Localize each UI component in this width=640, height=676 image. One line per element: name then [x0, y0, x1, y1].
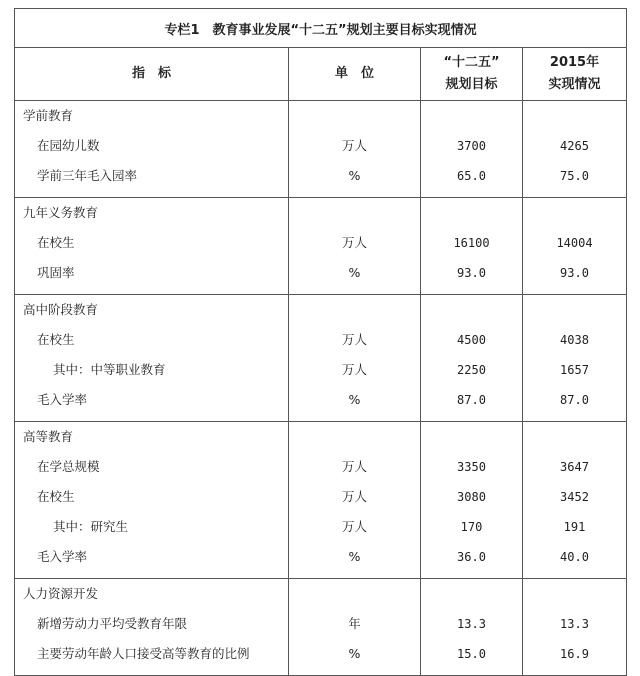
- unit-cell: [289, 198, 421, 295]
- table-caption: 专栏1 教育事业发展“十二五”规划主要目标实现情况: [15, 9, 627, 48]
- plan-cell: [421, 198, 523, 295]
- indicator-cell: [15, 198, 289, 295]
- header-indicator: 指 标: [15, 48, 289, 101]
- indicator-name: 在园幼儿数: [37, 138, 100, 153]
- indicator-cell: [15, 295, 289, 422]
- spacer: [421, 422, 522, 452]
- actual-cell: [523, 198, 627, 295]
- actual-value: 14004: [556, 236, 593, 250]
- unit-value: %: [348, 168, 361, 183]
- indicator-name: 主要劳动年龄人口接受高等教育的比例: [37, 646, 250, 661]
- actual-cell: [523, 295, 627, 422]
- unit-value: 万人: [341, 459, 367, 474]
- spacer: [421, 198, 522, 228]
- header-actual-line1: 2015年: [549, 55, 600, 70]
- spacer: [289, 101, 420, 131]
- header-actual-line2: 实现情况: [548, 77, 601, 92]
- indicator-name: 在学总规模: [37, 459, 100, 474]
- group-row: [15, 101, 627, 198]
- spacer: [289, 295, 420, 325]
- group-title: 人力资源开发: [23, 586, 99, 601]
- spacer: [523, 295, 626, 325]
- spacer: [523, 579, 626, 609]
- unit-cell: [289, 295, 421, 422]
- spacer: [421, 579, 522, 609]
- plan-value: 15.0: [457, 647, 486, 661]
- indicator-name: 在校生: [37, 332, 75, 347]
- header-plan-line1: “十二五”: [443, 55, 500, 70]
- plan-value: 170: [460, 520, 483, 534]
- plan-value: 3350: [457, 460, 486, 474]
- spacer: [523, 198, 626, 228]
- plan-value: 93.0: [457, 266, 486, 280]
- group-row: [15, 579, 627, 676]
- unit-value: 万人: [341, 489, 367, 504]
- indicator-name: 其中：中等职业教育: [53, 362, 166, 377]
- indicator-cell: [15, 422, 289, 579]
- indicator-name: 新增劳动力平均受教育年限: [37, 616, 188, 631]
- unit-cell: [289, 579, 421, 676]
- group-title: 高等教育: [23, 429, 74, 444]
- spacer: [523, 422, 626, 452]
- unit-cell: [289, 422, 421, 579]
- education-targets-table: [14, 8, 627, 676]
- plan-value: 13.3: [457, 617, 486, 631]
- unit-value: 年: [348, 616, 361, 631]
- indicator-cell: [15, 101, 289, 198]
- actual-value: 3647: [560, 460, 589, 474]
- unit-cell: [289, 101, 421, 198]
- spacer: [289, 422, 420, 452]
- plan-value: 36.0: [457, 550, 486, 564]
- plan-cell: [421, 295, 523, 422]
- plan-value: 87.0: [457, 393, 486, 407]
- actual-value: 191: [563, 520, 586, 534]
- plan-value: 3700: [457, 139, 486, 153]
- spacer: [421, 295, 522, 325]
- actual-cell: [523, 101, 627, 198]
- header-unit: 单 位: [289, 48, 421, 101]
- group-title: 高中阶段教育: [23, 302, 99, 317]
- plan-cell: [421, 101, 523, 198]
- indicator-cell: [15, 579, 289, 676]
- spacer: [289, 579, 420, 609]
- actual-value: 1657: [560, 363, 589, 377]
- indicator-name: 巩固率: [37, 265, 75, 280]
- group-row: [15, 198, 627, 295]
- plan-cell: [421, 579, 523, 676]
- group-row: [15, 295, 627, 422]
- actual-value: 93.0: [560, 266, 589, 280]
- spacer: [289, 198, 420, 228]
- group-title: 九年义务教育: [23, 205, 99, 220]
- indicator-name: 其中：研究生: [53, 519, 129, 534]
- actual-value: 40.0: [560, 550, 589, 564]
- unit-value: %: [348, 265, 361, 280]
- unit-value: %: [348, 392, 361, 407]
- unit-value: 万人: [341, 138, 367, 153]
- spacer: [421, 101, 522, 131]
- indicator-name: 在校生: [37, 235, 75, 250]
- actual-value: 16.9: [560, 647, 589, 661]
- header-plan-line2: 规划目标: [445, 77, 498, 92]
- indicator-name: 学前三年毛入园率: [37, 168, 138, 183]
- actual-value: 13.3: [560, 617, 589, 631]
- indicator-name: 毛入学率: [37, 392, 88, 407]
- unit-value: %: [348, 646, 361, 661]
- header-row: [15, 48, 627, 101]
- actual-value: 4038: [560, 333, 589, 347]
- plan-value: 2250: [457, 363, 486, 377]
- plan-value: 4500: [457, 333, 486, 347]
- actual-cell: [523, 422, 627, 579]
- group-title: 学前教育: [23, 108, 74, 123]
- plan-value: 3080: [457, 490, 486, 504]
- actual-value: 4265: [560, 139, 589, 153]
- plan-cell: [421, 422, 523, 579]
- actual-value: 75.0: [560, 169, 589, 183]
- unit-value: %: [348, 549, 361, 564]
- unit-value: 万人: [341, 362, 367, 377]
- indicator-name: 在校生: [37, 489, 75, 504]
- actual-cell: [523, 579, 627, 676]
- spacer: [523, 101, 626, 131]
- unit-value: 万人: [341, 332, 367, 347]
- actual-value: 87.0: [560, 393, 589, 407]
- plan-value: 65.0: [457, 169, 486, 183]
- indicator-name: 毛入学率: [37, 549, 88, 564]
- unit-value: 万人: [341, 235, 367, 250]
- group-row: [15, 422, 627, 579]
- unit-value: 万人: [341, 519, 367, 534]
- header-plan: [421, 48, 523, 101]
- plan-value: 16100: [453, 236, 490, 250]
- actual-value: 3452: [560, 490, 589, 504]
- header-actual: [523, 48, 627, 101]
